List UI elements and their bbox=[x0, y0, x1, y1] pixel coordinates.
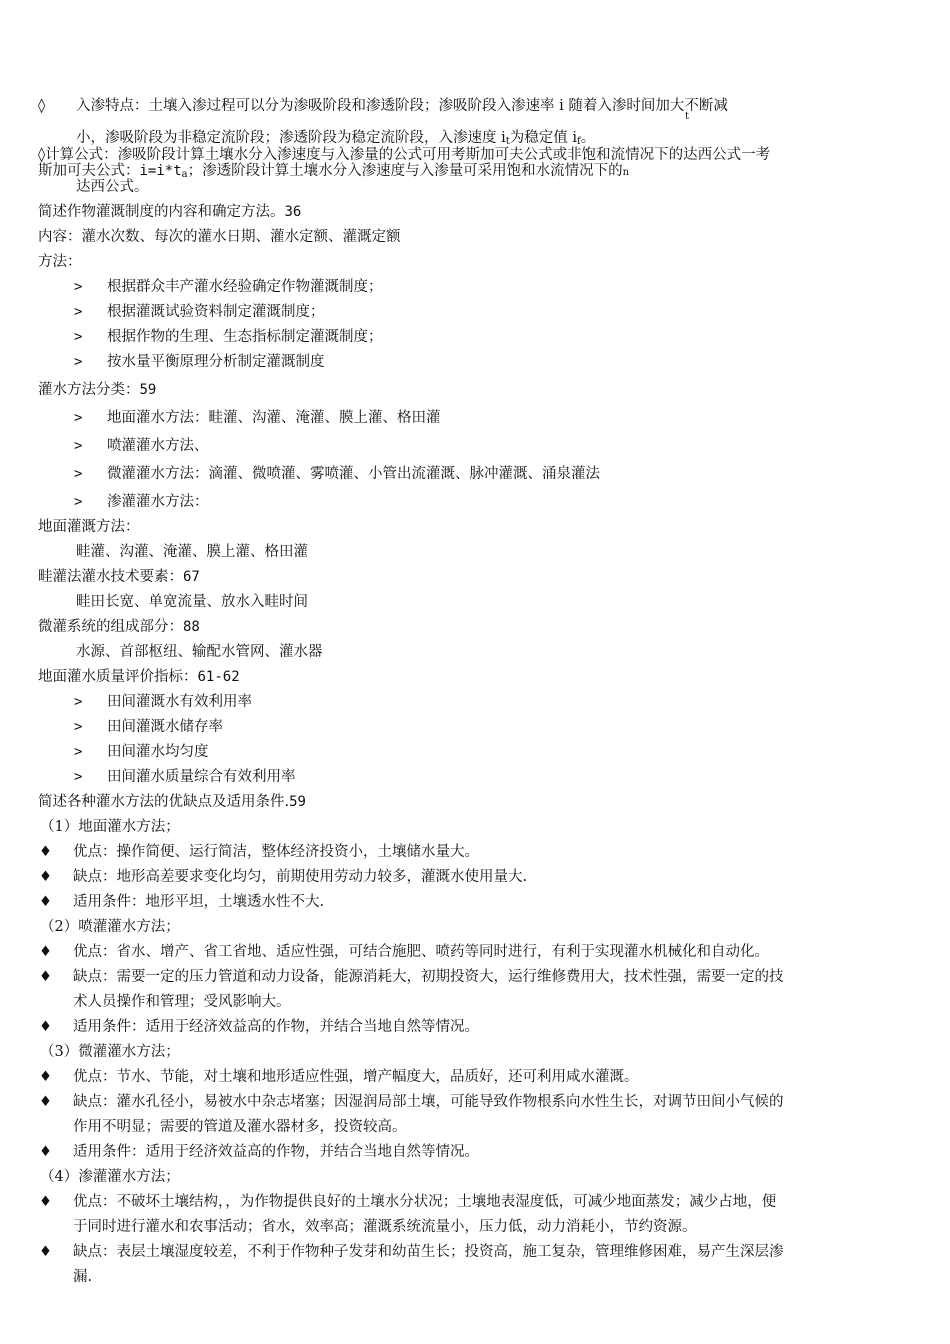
diamond-bullet-icon: ♦ bbox=[39, 1019, 52, 1035]
list-item: 喷灌灌水方法、 bbox=[107, 438, 209, 454]
section-heading: （1）地面灌水方法； bbox=[40, 819, 180, 835]
list-item: 根据作物的生理、生态指标制定灌溉制度； bbox=[107, 329, 383, 345]
diamond-bullet-icon: ♦ bbox=[39, 944, 52, 960]
formula-line-3: 达西公式。 bbox=[76, 179, 149, 195]
arrow-bullet-icon: > bbox=[74, 494, 83, 510]
infiltration-line-1: 入渗特点：土壤入渗过程可以分为渗吸阶段和渗透阶段；渗吸阶段入渗速率 i 随着入渗时间加大不断减 bbox=[76, 98, 728, 114]
cons-text-continued: 术人员操作和管理；受风影响大。 bbox=[73, 994, 291, 1010]
arrow-bullet-icon: > bbox=[74, 354, 83, 370]
diamond-bullet-icon: ♦ bbox=[39, 869, 52, 885]
pros-text: 优点：不破坏土壤结构，，为作物提供良好的土壤水分状况；土壤地表湿度低，可减少地面蒸发；减少占地，便 bbox=[73, 1194, 777, 1210]
list-item: 渗灌灌水方法： bbox=[107, 494, 209, 510]
methods-label: 方法： bbox=[38, 254, 82, 270]
list-item: 根据群众丰产灌水经验确定作物灌溉制度； bbox=[107, 279, 383, 295]
diamond-bullet-icon: ♦ bbox=[39, 1069, 52, 1085]
diamond-bullet-icon: ♦ bbox=[39, 1094, 52, 1110]
pros-text-continued: 于同时进行灌水和农事活动；省水，效率高；灌溉系统流量小，压力低，动力消耗小，节约资源。 bbox=[73, 1219, 697, 1235]
surface-methods-text: 畦灌、沟灌、淹灌、膜上灌、格田灌 bbox=[76, 544, 308, 560]
list-item: 田间灌水质量综合有效利用率 bbox=[107, 769, 296, 785]
diamond-bullet-icon: ◊ bbox=[38, 98, 46, 114]
cons-text-continued: 漏. bbox=[73, 1269, 93, 1285]
pros-text: 优点：节水、节能，对土壤和地形适应性强，增产幅度大，品质好，还可利用咸水灌溉。 bbox=[73, 1069, 639, 1085]
condition-text: 适用条件：适用于经济效益高的作物，并结合当地自然等情况。 bbox=[73, 1144, 479, 1160]
condition-text: 适用条件：适用于经济效益高的作物，并结合当地自然等情况。 bbox=[73, 1019, 479, 1035]
diamond-bullet-icon: ♦ bbox=[39, 894, 52, 910]
arrow-bullet-icon: > bbox=[74, 744, 83, 760]
heading-border-irrigation: 畦灌法灌水技术要素：67 bbox=[38, 569, 200, 585]
diamond-bullet-icon: ♦ bbox=[39, 1194, 52, 1210]
arrow-bullet-icon: > bbox=[74, 329, 83, 345]
section-heading: （2）喷灌灌水方法； bbox=[40, 919, 180, 935]
list-item: 地面灌水方法：畦灌、沟灌、淹灌、膜上灌、格田灌 bbox=[107, 410, 441, 426]
condition-text: 适用条件：地形平坦，土壤透水性不大. bbox=[73, 894, 325, 910]
arrow-bullet-icon: > bbox=[74, 410, 83, 426]
heading-surface-methods: 地面灌溉方法： bbox=[38, 519, 140, 535]
diamond-bullet-icon: ♦ bbox=[39, 969, 52, 985]
arrow-bullet-icon: > bbox=[74, 719, 83, 735]
micro-system-text: 水源、首部枢纽、输配水管网、灌水器 bbox=[76, 644, 323, 660]
irrigation-system-content: 内容：灌水次数、每次的灌水日期、灌水定额、灌溉定额 bbox=[38, 229, 401, 245]
arrow-bullet-icon: > bbox=[74, 466, 83, 482]
cons-text: 缺点：地形高差要求变化均匀，前期使用劳动力较多，灌溉水使用量大. bbox=[73, 869, 528, 885]
formula-line-2: 斯加可夫公式：$i=i*t_a$；渗透阶段计算土壤水分入渗速度与入渗量可采用饱和水流情况下的n bbox=[38, 163, 630, 180]
heading-micro-system: 微灌系统的组成部分：88 bbox=[38, 619, 200, 635]
list-item: 田间灌溉水有效利用率 bbox=[107, 694, 252, 710]
list-item: 按水量平衡原理分析制定灌溉制度 bbox=[107, 354, 325, 370]
arrow-bullet-icon: > bbox=[74, 304, 83, 320]
arrow-bullet-icon: > bbox=[74, 769, 83, 785]
heading-pros-cons: 简述各种灌水方法的优缺点及适用条件.59 bbox=[38, 794, 306, 810]
heading-methods-classification: 灌水方法分类：59 bbox=[38, 382, 157, 398]
diamond-bullet-icon: ♦ bbox=[39, 844, 52, 860]
infiltration-line-2: 小，渗吸阶段为非稳定流阶段；渗透阶段为稳定流阶段，入渗速度 $i_t$为稳定值 $i_f$。 bbox=[76, 130, 596, 147]
formula-line-1: ◊计算公式：渗吸阶段计算土壤水分入渗速度与入渗量的公式可用考斯加可夫公式或非饱和流情况下的达西公式一考 bbox=[38, 147, 771, 163]
arrow-bullet-icon: > bbox=[74, 694, 83, 710]
heading-irrigation-system: 简述作物灌溉制度的内容和确定方法。36 bbox=[38, 204, 302, 220]
cons-text: 缺点：表层土壤湿度较差，不利于作物种子发芽和幼苗生长；投资高，施工复杂，管理维修困难，易产生深层渗 bbox=[73, 1244, 784, 1260]
border-irrigation-text: 畦田长宽、单宽流量、放水入畦时间 bbox=[76, 594, 308, 610]
diamond-bullet-icon: ♦ bbox=[39, 1144, 52, 1160]
infiltration-tiny-t: t bbox=[685, 111, 690, 122]
heading-quality-indices: 地面灌水质量评价指标：61-62 bbox=[38, 669, 240, 685]
cons-text: 缺点：需要一定的压力管道和动力设备，能源消耗大，初期投资大，运行维修费用大，技术性强，需要一定的技 bbox=[73, 969, 784, 985]
pros-text: 优点：操作简便、运行简洁，整体经济投资小，土壤储水量大。 bbox=[73, 844, 479, 860]
diamond-bullet-icon: ♦ bbox=[39, 1244, 52, 1260]
section-heading: （4）渗灌灌水方法； bbox=[40, 1169, 180, 1185]
cons-text-continued: 作用不明显；需要的管道及灌水器材多，投资较高。 bbox=[73, 1119, 407, 1135]
cons-text: 缺点：灌水孔径小，易被水中杂志堵塞；因湿润局部土壤，可能导致作物根系向水性生长，对调节田间小气候的 bbox=[73, 1094, 784, 1110]
section-heading: （3）微灌灌水方法； bbox=[40, 1044, 180, 1060]
list-item: 田间灌水均匀度 bbox=[107, 744, 209, 760]
list-item: 根据灌溉试验资料制定灌溉制度； bbox=[107, 304, 325, 320]
arrow-bullet-icon: > bbox=[74, 279, 83, 295]
arrow-bullet-icon: > bbox=[74, 438, 83, 454]
pros-text: 优点：省水、增产、省工省地、适应性强，可结合施肥、喷药等同时进行，有利于实现灌水机械化和自动化。 bbox=[73, 944, 769, 960]
list-item: 田间灌溉水储存率 bbox=[107, 719, 223, 735]
list-item: 微灌灌水方法：滴灌、微喷灌、雾喷灌、小管出流灌溉、脉冲灌溉、涌泉灌法 bbox=[107, 466, 600, 482]
